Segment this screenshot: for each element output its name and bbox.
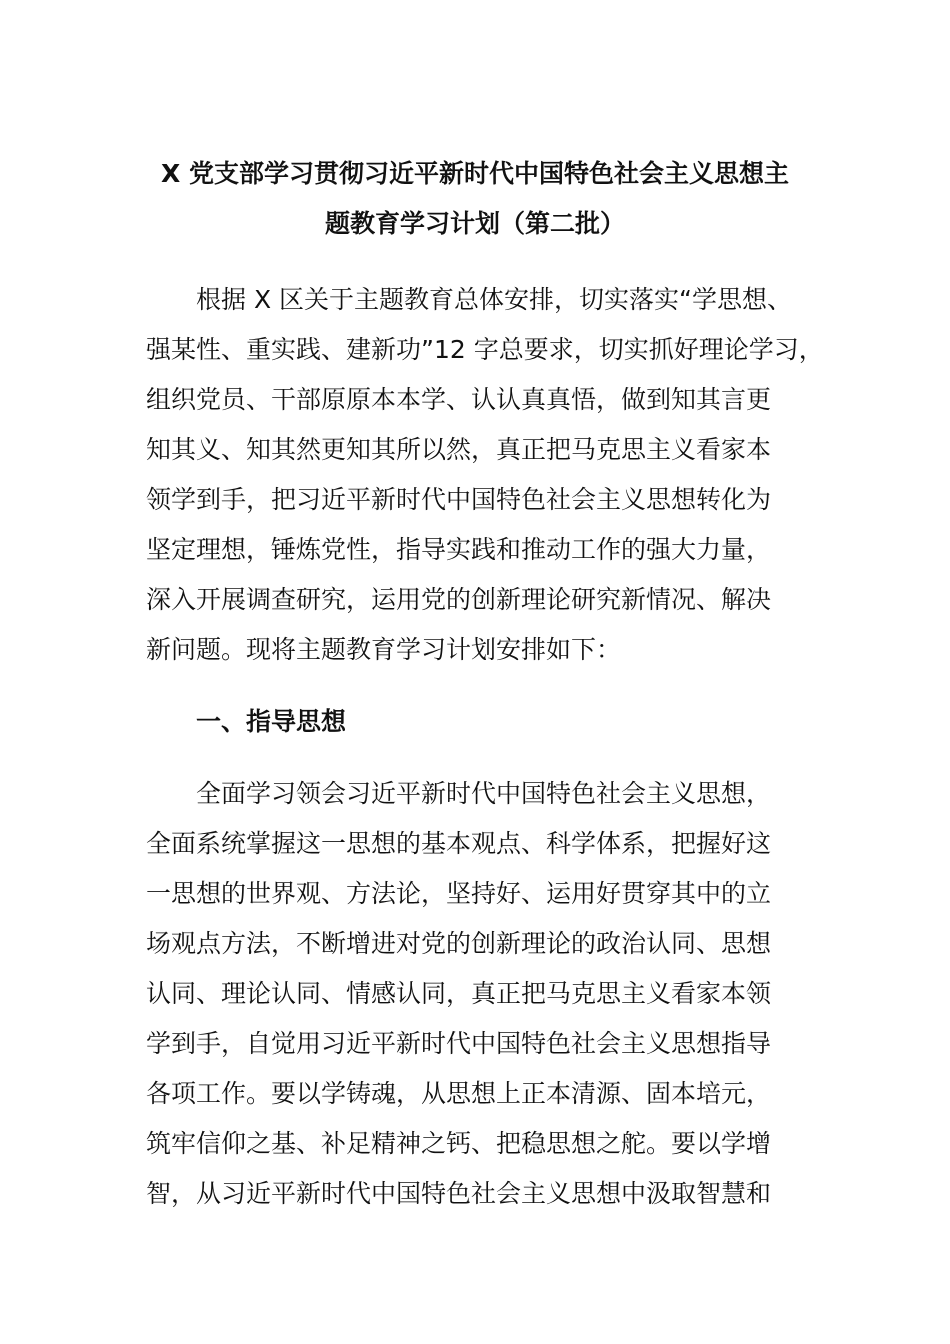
paragraph-1-line: 领学到手，把习近平新时代中国特色社会主义思想转化为: [146, 485, 772, 514]
paragraph-1-line: 组织党员、干部原原本本学、认认真真悟，做到知其言更: [146, 385, 772, 414]
paragraph-2-line: 全面学习领会习近平新时代中国特色社会主义思想，: [196, 779, 772, 808]
document-title-line-2: 题教育学习计划（第二批）: [324, 209, 625, 238]
paragraph-2-line: 学到手，自觉用习近平新时代中国特色社会主义思想指导: [146, 1029, 772, 1058]
paragraph-2-line: 场观点方法，不断增进对党的创新理论的政治认同、思想: [146, 929, 772, 958]
paragraph-2-line: 全面系统掌握这一思想的基本观点、科学体系，把握好这: [146, 829, 772, 858]
paragraph-1-line: 根据 X 区关于主题教育总体安排，切实落实“学思想、: [196, 285, 792, 314]
section-1-heading: 一、指导思想: [196, 707, 347, 736]
paragraph-2-line: 智，从习近平新时代中国特色社会主义思想中汲取智慧和: [146, 1179, 772, 1208]
paragraph-1-line: 知其义、知其然更知其所以然，真正把马克思主义看家本: [146, 435, 772, 464]
paragraph-2-line: 认同、理论认同、情感认同，真正把马克思主义看家本领: [146, 979, 772, 1008]
paragraph-1-line: 坚定理想，锤炼党性，指导实践和推动工作的强大力量，: [146, 535, 772, 564]
paragraph-1-line: 深入开展调查研究，运用党的创新理论研究新情况、解决: [146, 585, 772, 614]
paragraph-2-line: 各项工作。要以学铸魂，从思想上正本清源、固本培元，: [146, 1079, 772, 1108]
paragraph-2-line: 筑牢信仰之基、补足精神之钙、把稳思想之舵。要以学增: [146, 1129, 772, 1158]
document-title-line-1: X 党支部学习贯彻习近平新时代中国特色社会主义思想主: [161, 159, 789, 188]
paragraph-1-line: 新问题。现将主题教育学习计划安排如下：: [146, 635, 622, 664]
paragraph-2-line: 一思想的世界观、方法论，坚持好、运用好贯穿其中的立: [146, 879, 772, 908]
paragraph-1-line: 强某性、重实践、建新功”12 字总要求，切实抓好理论学习，: [146, 335, 824, 364]
